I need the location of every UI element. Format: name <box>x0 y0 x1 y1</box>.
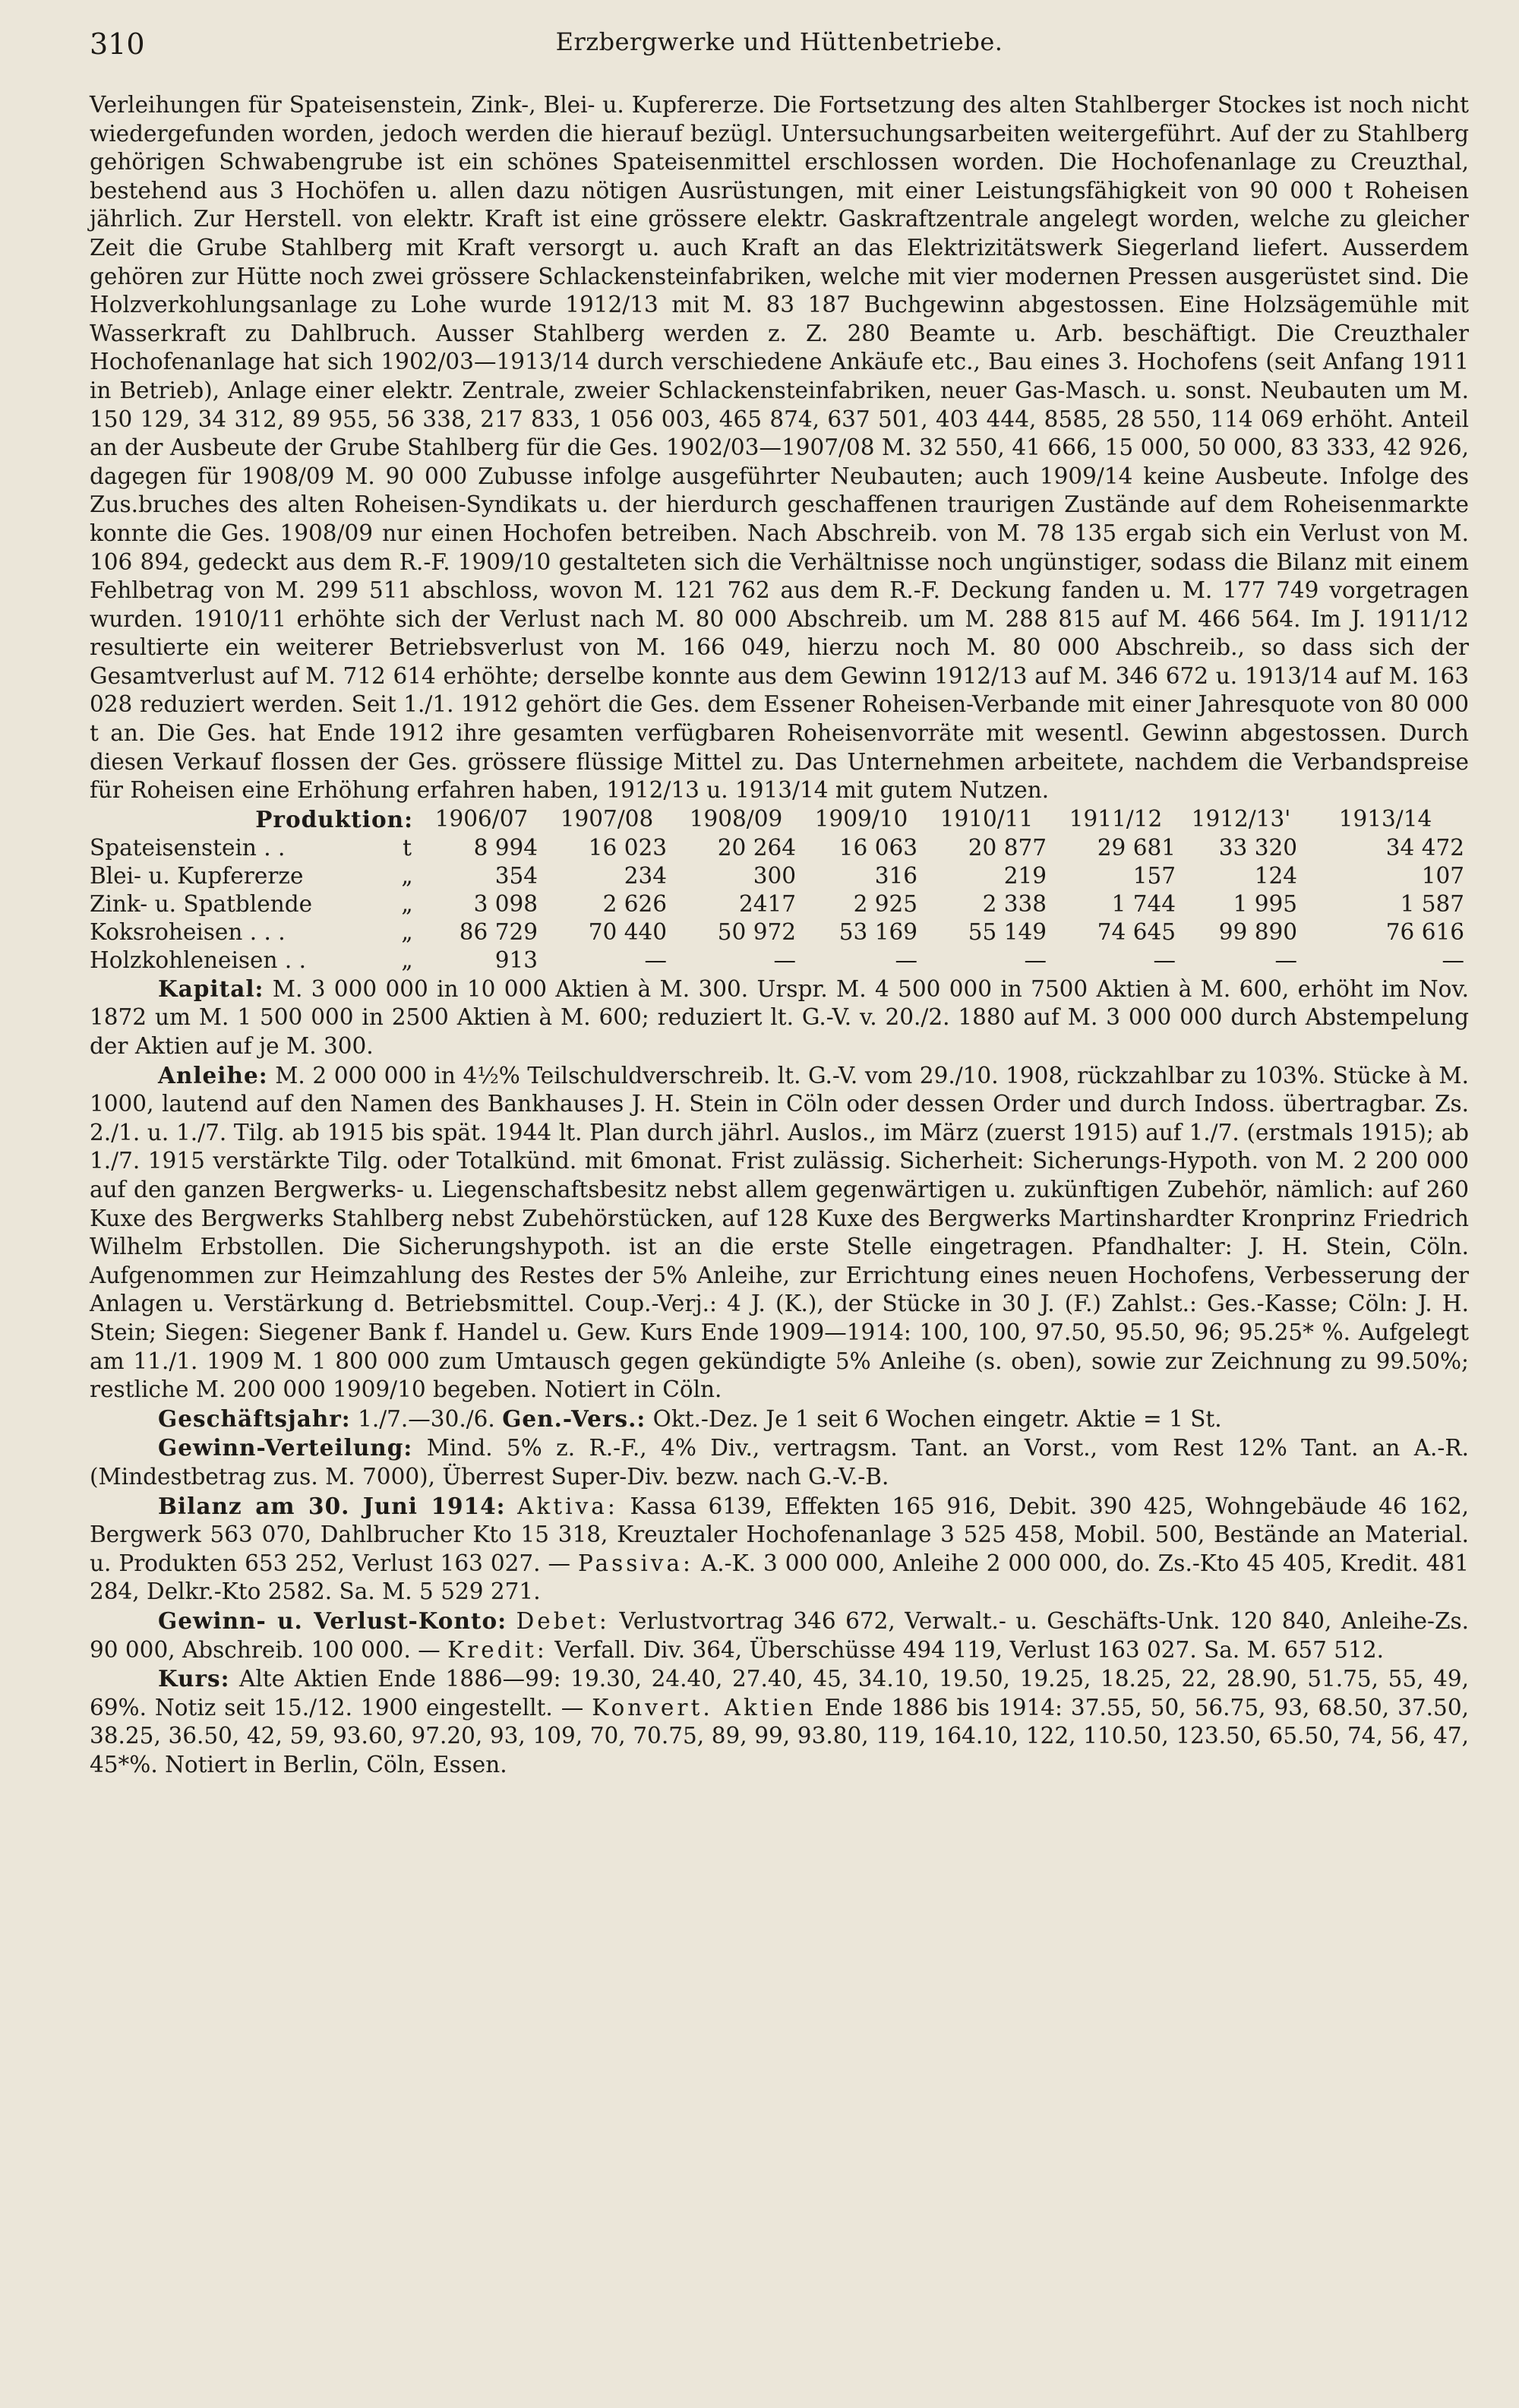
table-cell: — <box>1153 946 1176 973</box>
anleihe-label: Anleihe: <box>158 1061 268 1089</box>
row-unit: „ <box>401 862 413 889</box>
geschaeftsjahr-label: Geschäftsjahr: <box>158 1405 351 1432</box>
kredit-text: Verfall. Div. 364, Überschüsse 494 119, Verlust 163 027. Sa. M. 657 512. <box>554 1636 1384 1663</box>
gen-vers-text: Okt.-Dez. Je 1 seit 6 Wochen eingetr. Aktie = 1 St. <box>652 1405 1222 1432</box>
gewinnverteilung-text: Mind. 5% z. R.-F., 4% Div., vertragsm. Tant. an Vorst., vom Rest 12% Tant. an A.-R. (Mindestbetrag zus. M. 7000), Überrest Super-Div. bezw. nach G.-V.-B. <box>90 1435 1469 1490</box>
production-label: Produktion: <box>255 805 414 833</box>
row-label: Spateisenstein . . <box>90 834 286 861</box>
kredit-label: Kredit: <box>447 1636 548 1663</box>
year-header: 1908/09 <box>689 806 783 833</box>
table-cell: 1 744 <box>1111 890 1176 917</box>
table-row <box>90 862 1469 890</box>
table-cell: 157 <box>1132 862 1176 889</box>
kapital-section <box>90 975 1469 1061</box>
year-header: 1907/08 <box>560 806 654 833</box>
table-cell: 2 338 <box>982 890 1047 917</box>
table-cell: — <box>895 946 918 973</box>
year-header: 1906/07 <box>434 806 529 833</box>
kurs-text-konvert: Ende 1886 bis 1914: 37.55, 50, 56.75, 93, 68.50, 37.50, 38.25, 36.50, 42, 59, 93.60, 97.20, 93, 109, 70, 70.75, 89, 99, 93.80, 119, 164.10, 122, 110.50, 123.50, 65.50, 74, 56, 47, 45*%. Notiert in Berlin, Cöln, Essen. <box>90 1694 1469 1778</box>
table-cell: 74 645 <box>1097 918 1176 945</box>
gen-vers-label: Gen.-Vers.: <box>502 1405 646 1432</box>
table-cell: 2 925 <box>853 890 918 917</box>
row-unit: „ <box>401 946 413 973</box>
kapital-label: Kapital: <box>158 975 264 1002</box>
table-cell: 219 <box>1003 862 1047 889</box>
table-cell: — <box>773 946 797 973</box>
debet-label: Debet: <box>516 1607 610 1634</box>
table-cell: 29 681 <box>1097 834 1176 861</box>
geschaeftsjahr-section <box>90 1405 1469 1434</box>
row-label: Zink- u. Spatblende <box>90 890 313 917</box>
bilanz-section: Bilanz am 30. Juni 1914: Aktiva: Kassa 6139, Effekten 165 916, Debit. 390 425, Wohngebäude 46 162, Bergwerk 563 070, Dahlbrucher Kto 15 318, Kreuztaler Hochofenanlage 3 525 458, Mobil. 500, Bestände an Material. u. Produkten 653 252, Verlust 163 027. — Passiva: A.-K. 3 000 000, Anleihe 2 000 000, do. Zs.-Kto 45 405, Kredit. 481 284, Delkr.-Kto 2582. Sa. M. 5 529 271. <box>90 1492 1469 1605</box>
table-cell: 2 626 <box>602 890 668 917</box>
gewinn-verlust-section <box>90 1607 1469 1664</box>
table-cell: 20 877 <box>968 834 1047 861</box>
row-unit: „ <box>401 890 413 917</box>
table-row <box>90 918 1469 946</box>
debet-text: Verlustvortrag 346 672, Verwalt.- u. Geschäfts-Unk. 120 840, Anleihe-Zs. 90 000, Abschreib. 100 000. — <box>90 1607 1469 1663</box>
geschaeftsjahr-text: 1./7.—30./6. <box>358 1405 495 1432</box>
aktiva-text: Kassa 6139, Effekten 165 916, Debit. 390 425, Wohngebäude 46 162, Bergwerk 563 070, Dahlbrucher Kto 15 318, Kreuztaler Hochofenanlage 3 525 458, Mobil. 500, Bestände an Material. u. Produkten 653 252, Verlust 163 027. <box>90 1493 1469 1576</box>
table-cell: 234 <box>624 862 668 889</box>
table-cell: 300 <box>753 862 797 889</box>
table-cell: 70 440 <box>588 918 668 945</box>
year-header: 1913/14 <box>1338 806 1432 833</box>
row-unit: t <box>403 834 412 861</box>
body-text <box>90 91 1469 1779</box>
table-row <box>90 946 1469 975</box>
table-cell: — <box>1442 946 1465 973</box>
page-header <box>90 27 1469 73</box>
passiva-text: A.-K. 3 000 000, Anleihe 2 000 000, do. Zs.-Kto 45 405, Kredit. 481 284, Delkr.-Kto 2582. Sa. M. 5 529 271. <box>90 1550 1469 1605</box>
table-cell: 2417 <box>738 890 797 917</box>
row-label: Holzkohleneisen . . <box>90 946 306 973</box>
row-label: Blei- u. Kupfererze <box>90 862 304 889</box>
bilanz-label: Bilanz am 30. Juni 1914: <box>158 1492 506 1519</box>
production-table-block <box>90 805 1469 975</box>
table-cell: — <box>644 946 668 973</box>
table-cell: 1 587 <box>1400 890 1465 917</box>
table-cell: 99 890 <box>1218 918 1298 945</box>
production-table <box>90 805 1469 975</box>
table-cell: — <box>1274 946 1298 973</box>
anleihe-text: M. 2 000 000 in 4½% Teilschuldverschreib. lt. G.-V. vom 29./10. 1908, rückzahlbar zu 103%. Stücke à M. 1000, lautend auf den Namen des Bankhauses J. H. Stein in Cöln oder dessen Order und durch Indoss. übertragbar. Zs. 2./1. u. 1./7. Tilg. ab 1915 bis spät. 1944 lt. Plan durch jährl. Auslos., im März (zuerst 1915) auf 1./7. (erstmals 1915); ab 1./7. 1915 verstärkte Tilg. oder Totalkünd. mit 6monat. Frist zulässig. Sicherheit: Sicherungs-Hypoth. von M. 2 200 000 auf den ganzen Bergwerks- u. Liegenschaftsbesitz nebst allem gegenwärtigen u. zukünftigen Zubehör, nämlich: auf 260 Kuxe des Bergwerks Stahlberg nebst Zubehörstücken, auf 128 Kuxe des Bergwerks Martinshardter Kronprinz Friedrich Wilhelm Erbstollen. Die Sicherungshypoth. ist an die erste Stelle eingetragen. Pfandhalter: J. H. Stein, Cöln. Aufgenommen zur Heimzahlung des Restes der 5% Anleihe, zur Errichtung eines neuen Hochofens, Verbesserung der Anlagen u. Verstärkung d. Betriebsmittel. Coup.-Verj.: 4 J. (K.), der Stücke in 30 J. (F.) Zahlst.: Ges.-Kasse; Cöln: J. H. Stein; Siegen: Siegener Bank f. Handel u. Gew. Kurs Ende 1909—1914: 100, 100, 97.50, 95.50, 96; 95.25* %. Aufgelegt am 11./1. 1909 M. 1 800 000 zum Umtausch gegen gekündigte 5% Anleihe (s. oben), sowie zur Zeichnung zu 99.50%; restliche M. 200 000 1909/10 begeben. Notiert in Cöln. <box>90 1062 1469 1403</box>
table-cell: 316 <box>874 862 918 889</box>
kapital-text: M. 3 000 000 in 10 000 Aktien à M. 300. Urspr. M. 4 500 000 in 7500 Aktien à M. 600, erhöht im Nov. 1872 um M. 1 500 000 in 2500 Aktien à M. 600; reduziert lt. G.-V. v. 20./2. 1880 auf M. 3 000 000 durch Abstempelung der Aktien auf je M. 300. <box>90 975 1469 1060</box>
page-number: 310 <box>90 27 145 61</box>
row-unit: „ <box>401 918 413 945</box>
gewinnverteilung-section <box>90 1433 1469 1491</box>
table-row <box>90 834 1469 862</box>
table-cell: 16 023 <box>588 834 668 861</box>
table-cell: 913 <box>494 946 538 973</box>
running-title: Erzbergwerke und Hüttenbetriebe. <box>555 27 1003 56</box>
row-label: Koksroheisen . . . <box>90 918 286 945</box>
aktiva-label: Aktiva: <box>517 1493 618 1519</box>
table-cell: 33 320 <box>1218 834 1298 861</box>
table-cell: 1 995 <box>1233 890 1298 917</box>
table-cell: 55 149 <box>968 918 1047 945</box>
konvert-label: Konvert. Aktien <box>592 1694 816 1721</box>
table-cell: 76 616 <box>1385 918 1465 945</box>
kurs-label: Kurs: <box>158 1665 230 1692</box>
year-header: 1910/11 <box>940 806 1034 833</box>
production-header-row <box>90 805 1469 834</box>
year-header: 1909/10 <box>814 806 908 833</box>
table-cell: 354 <box>494 862 538 889</box>
table-cell: 20 264 <box>717 834 797 861</box>
gewinn-verlust-label: Gewinn- u. Verlust-Konto: <box>158 1607 507 1634</box>
table-cell: 124 <box>1254 862 1298 889</box>
table-cell: — <box>1024 946 1047 973</box>
year-header: 1912/13' <box>1191 806 1291 833</box>
table-cell: 34 472 <box>1385 834 1465 861</box>
table-row <box>90 890 1469 918</box>
table-cell: 3 098 <box>473 890 538 917</box>
table-cell: 8 994 <box>473 834 538 861</box>
intro-paragraph: Verleihungen für Spateisenstein, Zink-, Blei- u. Kupfererze. Die Fortsetzung des alten Stahlberger Stockes ist noch nicht wiedergefunden worden, jedoch werden die hierauf bezügl. Untersuchungsarbeiten weitergeführt. Auf der zu Stahlberg gehörigen Schwabengrube ist ein schönes Spateisenmittel erschlossen worden. Die Hochofenanlage zu Creuzthal, bestehend aus 3 Hochöfen u. allen dazu nötigen Ausrüstungen, mit einer Leistungsfähigkeit von 90 000 t Roheisen jährlich. Zur Herstell. von elektr. Kraft ist eine grössere elektr. Gaskraftzentrale angelegt worden, welche zu gleicher Zeit die Grube Stahlberg mit Kraft versorgt u. auch Kraft an das Elektrizitätswerk Siegerland liefert. Ausserdem gehören zur Hütte noch zwei grössere Schlackensteinfabriken, welche mit vier modernen Pressen ausgerüstet sind. Die Holzverkohlungsanlage zu Lohe wurde 1912/13 mit M. 83 187 Buchgewinn abgestossen. Eine Holzsägemühle mit Wasserkraft zu Dahlbruch. Ausser Stahlberg werden z. Z. 280 Beamte u. Arb. beschäftigt. Die Creuzthaler Hochofenanlage hat sich 1902/03—1913/14 durch verschiedene Ankäufe etc., Bau eines 3. Hochofens (seit Anfang 1911 in Betrieb), Anlage einer elektr. Zentrale, zweier Schlackensteinfabriken, neuer Gas-Masch. u. sonst. Neubauten um M. 150 129, 34 312, 89 955, 56 338, 217 833, 1 056 003, 465 874, 637 501, 403 444, 8585, 28 550, 114 069 erhöht. Anteil an der Ausbeute der Grube Stahlberg für die Ges. 1902/03—1907/08 M. 32 550, 41 666, 15 000, 50 000, 83 333, 42 926, dagegen für 1908/09 M. 90 000 Zubusse infolge ausgeführter Neubauten; auch 1909/14 keine Ausbeute. Infolge des Zus.bruches des alten Roheisen-Syndikats u. der hierdurch geschaffenen traurigen Zustände auf dem Roheisenmarkte konnte die Ges. 1908/09 nur einen Hochofen betreiben. Nach Abschreib. von M. 78 135 ergab sich ein Verlust von M. 106 894, gedeckt aus dem R.-F. 1909/10 gestalteten sich die Verhältnisse noch ungünstiger, sodass die Bilanz mit einem Fehlbetrag von M. 299 511 abschloss, wovon M. 121 762 aus dem R.-F. Deckung fanden u. M. 177 749 vorgetragen wurden. 1910/11 erhöhte sich der Verlust nach M. 80 000 Abschreib. um M. 288 815 auf M. 466 564. Im J. 1911/12 resultierte ein weiterer Betriebsverlust von M. 166 049, hierzu noch M. 80 000 Abschreib., so dass sich der Gesamtverlust auf M. 712 614 erhöhte; derselbe konnte aus dem Gewinn 1912/13 auf M. 346 672 u. 1913/14 auf M. 163 028 reduziert werden. Seit 1./1. 1912 gehört die Ges. dem Essener Roheisen-Verbande mit einer Jahresquote von 80 000 t an. Die Ges. hat Ende 1912 ihre gesamten verfügbaren Roheisenvorräte mit wesentl. Gewinn abgestossen. Durch diesen Verkauf flossen der Ges. grössere flüssige Mittel zu. Das Unternehmen arbeitete, nachdem die Verbandspreise für Roheisen eine Erhöhung erfahren haben, 1912/13 u. 1913/14 mit gutem Nutzen. <box>90 92 1469 804</box>
table-cell: 86 729 <box>459 918 538 945</box>
kurs-text-alt: Alte Aktien Ende 1886—99: 19.30, 24.40, 27.40, 45, 34.10, 19.50, 19.25, 18.25, 22, 28.90, 51.75, 55, 49, 69%. Notiz seit 15./12. 1900 eingestellt. — <box>90 1666 1469 1721</box>
table-cell: 16 063 <box>838 834 918 861</box>
table-cell: 53 169 <box>838 918 918 945</box>
anleihe-section <box>90 1061 1469 1405</box>
table-cell: 50 972 <box>717 918 797 945</box>
kurs-section <box>90 1664 1469 1779</box>
gewinnverteilung-label: Gewinn-Verteilung: <box>158 1434 413 1462</box>
year-header: 1911/12 <box>1069 806 1163 833</box>
table-cell: 107 <box>1421 862 1465 889</box>
passiva-label: Passiva: <box>577 1550 693 1576</box>
